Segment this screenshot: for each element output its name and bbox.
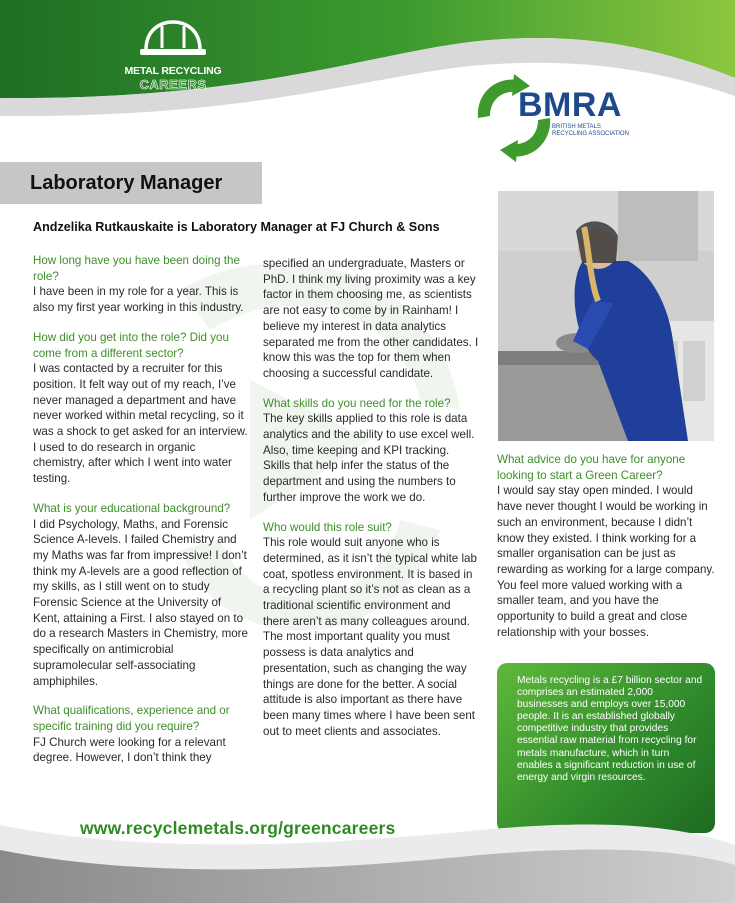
question: What skills do you need for the role? — [263, 396, 451, 410]
question: What advice do you have for anyone looking to start a Green Career? — [497, 453, 686, 482]
answer: I did Psychology, Maths, and Forensic Science A-levels. I failed Chemistry and my Maths was far from impressive! I don’t think my A-levels are a good reflection of my skills, as I still went on to study Forensic Science at the University of Kent, attaining a First. I also stayed on to do a research Masters in Chemistry, more specifically on antimicrobial supramolecular self-associating amphiphiles. — [33, 517, 248, 688]
question: What qualifications, experience and or specific training did you require? — [33, 704, 230, 733]
question: How did you get into the role? Did you come from a different sector? — [33, 330, 229, 360]
answer: specified an undergraduate, Masters or PhD. I think my living proximity was a key factor in them choosing me, as scientists are not easy to come by in Rainham! I believe my interest in data analytics separated me from the other candidates. I know this was the top for them when choosing a successful candidate. — [263, 257, 479, 380]
callout-text: Metals recycling is a £7 billion sector and comprises an estimated 2,000 businesses and employs over 15,000 people. It is an established globally competitive industry that provides essential raw material from recycling for metals manufacture, which in turn enables a significant reduction in use of energy and virgin resources. — [517, 675, 703, 783]
answer: I was contacted by a recruiter for this position. It felt way out of my reach, I’ve never managed a department and have never worked within metal recycling, so it was a shock to get asked for an interview. I used to do research in organic chemistry, after which I went into water testing. — [33, 362, 248, 486]
answer: The key skills applied to this role is data analytics and the ability to use excel well. Also, time keeping and KPI tracking. Skills that help infer the status of the department and using the numbers to further improve the work we do. — [263, 412, 475, 504]
hard-hat-icon — [138, 18, 208, 58]
page-title: Laboratory Manager — [30, 172, 223, 194]
intro-line: Andzelika Rutkauskaite is Laboratory Manager at FJ Church & Sons — [33, 220, 440, 234]
answer: This role would suit anyone who is determined, as it isn’t the typical white lab coat, spotless environment. It is based in a recycling plant so it’s not as clean as a traditional scientific environment and there aren’t as many colleagues around. The most important quality you must possess is data analytics and presentation, such as changing the way things are done for the better. A social attitude is also important as there have been many times where I have been sent out to meet clients and associates. — [263, 536, 477, 738]
answer: I would say stay open minded. I would have never thought I would be working in such an environment, because I didn’t know they existed. I think working for a smaller organisation can be just as rewarding as working for a large company. You feel more valued working with a smaller team, and you have the opportunity to build a great and close relationship with your bosses. — [497, 484, 715, 639]
column-2 — [263, 256, 479, 739]
logo-line1: METAL RECYCLING — [124, 65, 222, 77]
answer: I have been in my role for a year. This is also my first year working in this industry. — [33, 285, 244, 315]
footer-url-link[interactable]: www.recyclemetals.org/greencareers — [80, 818, 396, 838]
question: How long have you have been doing the role? — [33, 254, 240, 283]
bmra-logo — [470, 72, 640, 162]
logo-line2: CAREERS — [139, 77, 207, 92]
answer: FJ Church were looking for a relevant degree. However, I don’t think they — [33, 735, 226, 765]
bmra-name: BMRA — [518, 86, 622, 124]
question: What is your educational background? — [33, 501, 231, 515]
question: Who would this role suit? — [263, 520, 392, 534]
column-3 — [497, 452, 719, 640]
bmra-subtitle: BRITISH METALS RECYCLING ASSOCIATION — [552, 124, 629, 137]
metal-recycling-careers-logo — [118, 18, 228, 96]
lab-photo — [498, 191, 714, 441]
title-bar — [0, 162, 262, 204]
column-1 — [33, 253, 249, 766]
